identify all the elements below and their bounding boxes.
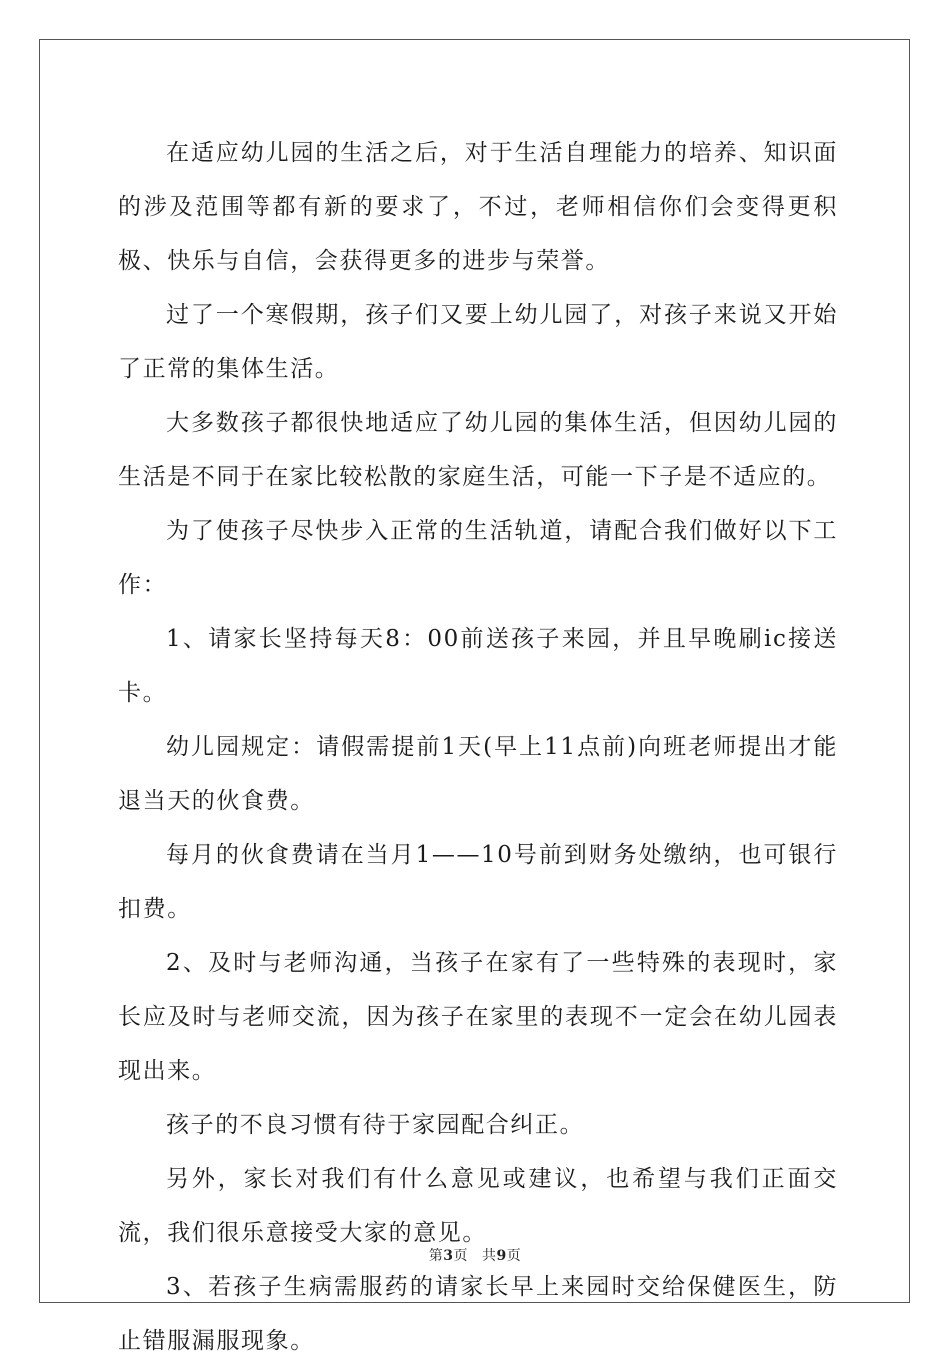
page-current: 3 xyxy=(443,1248,454,1264)
paragraph-5: 1、请家长坚持每天8：00前送孩子来园，并且早晚刷ic接送卡。 xyxy=(118,626,838,706)
total-suffix: 页 xyxy=(506,1248,522,1264)
total-prefix: 共 xyxy=(482,1248,497,1264)
paragraph-6: 幼儿园规定：请假需提前1天(早上11点前)向班老师提出才能退当天的伙食费。 xyxy=(118,734,838,814)
paragraph-7: 每月的伙食费请在当月1——10号前到财务处缴纳，也可银行扣费。 xyxy=(118,842,838,922)
page-footer xyxy=(0,1246,950,1266)
paragraph-8: 2、及时与老师沟通，当孩子在家有了一些特殊的表现时，家长应及时与老师交流，因为孩子在家里的表现不一定会在幼儿园表现出来。 xyxy=(118,950,838,1084)
paragraph-11: 3、若孩子生病需服药的请家长早上来园时交给保健医生，防止错服漏服现象。 xyxy=(118,1274,838,1354)
page-prefix: 第 xyxy=(428,1248,444,1264)
document-body xyxy=(118,126,838,1368)
page-total: 9 xyxy=(496,1248,507,1264)
paragraph-4: 为了使孩子尽快步入正常的生活轨道，请配合我们做好以下工作： xyxy=(118,518,838,598)
paragraph-9: 孩子的不良习惯有待于家园配合纠正。 xyxy=(166,1112,585,1138)
paragraph-10: 另外，家长对我们有什么意见或建议，也希望与我们正面交流，我们很乐意接受大家的意见。 xyxy=(118,1166,838,1246)
paragraph-3: 大多数孩子都很快地适应了幼儿园的集体生活，但因幼儿园的生活是不同于在家比较松散的家庭生活，可能一下子是不适应的。 xyxy=(118,410,838,490)
paragraph-2: 过了一个寒假期，孩子们又要上幼儿园了，对孩子来说又开始了正常的集体生活。 xyxy=(118,302,838,382)
page-suffix: 页 xyxy=(453,1248,468,1264)
paragraph-1: 在适应幼儿园的生活之后，对于生活自理能力的培养、知识面的涉及范围等都有新的要求了，不过，老师相信你们会变得更积极、快乐与自信，会获得更多的进步与荣誉。 xyxy=(118,140,838,274)
